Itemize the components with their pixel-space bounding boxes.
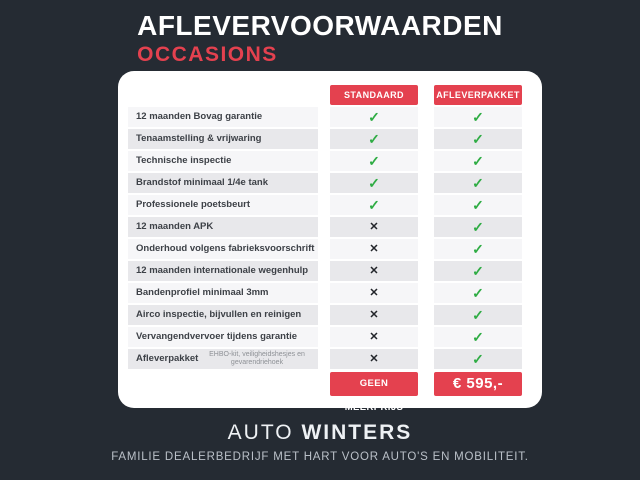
table-row bbox=[128, 217, 542, 237]
row-note: EHBO-kit, veiligheidshesjes en gevarendriehoek bbox=[209, 350, 305, 366]
page-title: AFLEVERVOORWAARDEN bbox=[137, 10, 503, 41]
column-header-standaard: STANDAARD bbox=[330, 85, 418, 105]
table-row bbox=[128, 349, 542, 369]
check-icon: ✓ bbox=[434, 151, 522, 171]
row-label-cell bbox=[128, 327, 318, 347]
check-icon: ✓ bbox=[434, 327, 522, 347]
row-label-cell bbox=[128, 239, 318, 259]
check-icon: ✓ bbox=[434, 239, 522, 259]
row-label: Technische inspectie bbox=[136, 155, 232, 166]
check-icon: ✓ bbox=[434, 195, 522, 215]
dealer-logo bbox=[0, 421, 640, 445]
row-label-cell bbox=[128, 305, 318, 325]
column-header-afleverpakket: AFLEVERPAKKET bbox=[434, 85, 522, 105]
price-row bbox=[128, 372, 542, 413]
table-row bbox=[128, 327, 542, 347]
cross-icon: ✕ bbox=[330, 283, 418, 303]
check-icon: ✓ bbox=[434, 349, 522, 369]
table-row bbox=[128, 107, 542, 127]
dealer-name-light: AUTO bbox=[227, 421, 294, 444]
cross-icon: ✕ bbox=[330, 327, 418, 347]
check-icon: ✓ bbox=[330, 107, 418, 127]
check-icon: ✓ bbox=[434, 107, 522, 127]
cross-icon: ✕ bbox=[330, 349, 418, 369]
cross-icon: ✕ bbox=[330, 217, 418, 237]
table-row bbox=[128, 195, 542, 215]
page-header bbox=[0, 11, 640, 66]
cross-icon: ✕ bbox=[330, 239, 418, 259]
dealer-tagline: FAMILIE DEALERBEDRIJF MET HART VOOR AUTO'S EN MOBILITEIT. bbox=[111, 451, 529, 463]
row-label-cell bbox=[128, 129, 318, 149]
table-row bbox=[128, 305, 542, 325]
table-row bbox=[128, 239, 542, 259]
check-icon: ✓ bbox=[434, 217, 522, 237]
row-label: Professionele poetsbeurt bbox=[136, 199, 251, 210]
row-label: Vervangendvervoer tijdens garantie bbox=[136, 331, 298, 342]
comparison-panel bbox=[118, 71, 542, 413]
check-icon: ✓ bbox=[434, 305, 522, 325]
check-icon: ✓ bbox=[330, 195, 418, 215]
table-row bbox=[128, 283, 542, 303]
check-icon: ✓ bbox=[330, 151, 418, 171]
cross-icon: ✕ bbox=[330, 261, 418, 281]
row-label-cell bbox=[128, 195, 318, 215]
dealer-name-bold: WINTERS bbox=[301, 421, 413, 444]
row-label: 12 maanden Bovag garantie bbox=[136, 111, 263, 122]
row-label: Brandstof minimaal 1/4e tank bbox=[136, 177, 268, 188]
row-label: Bandenprofiel minimaal 3mm bbox=[136, 287, 269, 298]
row-label: 12 maanden APK bbox=[136, 221, 214, 232]
table-row bbox=[128, 129, 542, 149]
cross-icon: ✕ bbox=[330, 305, 418, 325]
row-label-cell bbox=[128, 217, 318, 237]
check-icon: ✓ bbox=[330, 129, 418, 149]
table-row bbox=[128, 261, 542, 281]
row-label-cell bbox=[128, 173, 318, 193]
page-header-inner bbox=[137, 11, 503, 66]
row-label-cell bbox=[128, 283, 318, 303]
row-label: Tenaamstelling & vrijwaring bbox=[136, 133, 262, 144]
page-subtitle: OCCASIONS bbox=[137, 42, 278, 66]
check-icon: ✓ bbox=[434, 261, 522, 281]
row-label: Afleverpakket bbox=[136, 353, 199, 364]
check-icon: ✓ bbox=[434, 129, 522, 149]
table-row bbox=[128, 151, 542, 171]
check-icon: ✓ bbox=[434, 283, 522, 303]
column-header-row bbox=[128, 85, 542, 105]
row-label: Airco inspectie, bijvullen en reinigen bbox=[136, 309, 302, 320]
check-icon: ✓ bbox=[434, 173, 522, 193]
table-body bbox=[128, 107, 542, 369]
row-label-cell bbox=[128, 151, 318, 171]
row-label: 12 maanden internationale wegenhulp bbox=[136, 265, 309, 276]
row-label-cell bbox=[128, 107, 318, 127]
check-icon: ✓ bbox=[330, 173, 418, 193]
row-label-cell bbox=[128, 349, 318, 369]
afleverpakket-price-badge: € 595,- bbox=[434, 372, 522, 396]
row-label-cell bbox=[128, 261, 318, 281]
standaard-price-badge: GEEN MEERPRIJS bbox=[330, 372, 418, 396]
table-row bbox=[128, 173, 542, 193]
row-label: Onderhoud volgens fabrieksvoorschrift bbox=[136, 243, 315, 254]
